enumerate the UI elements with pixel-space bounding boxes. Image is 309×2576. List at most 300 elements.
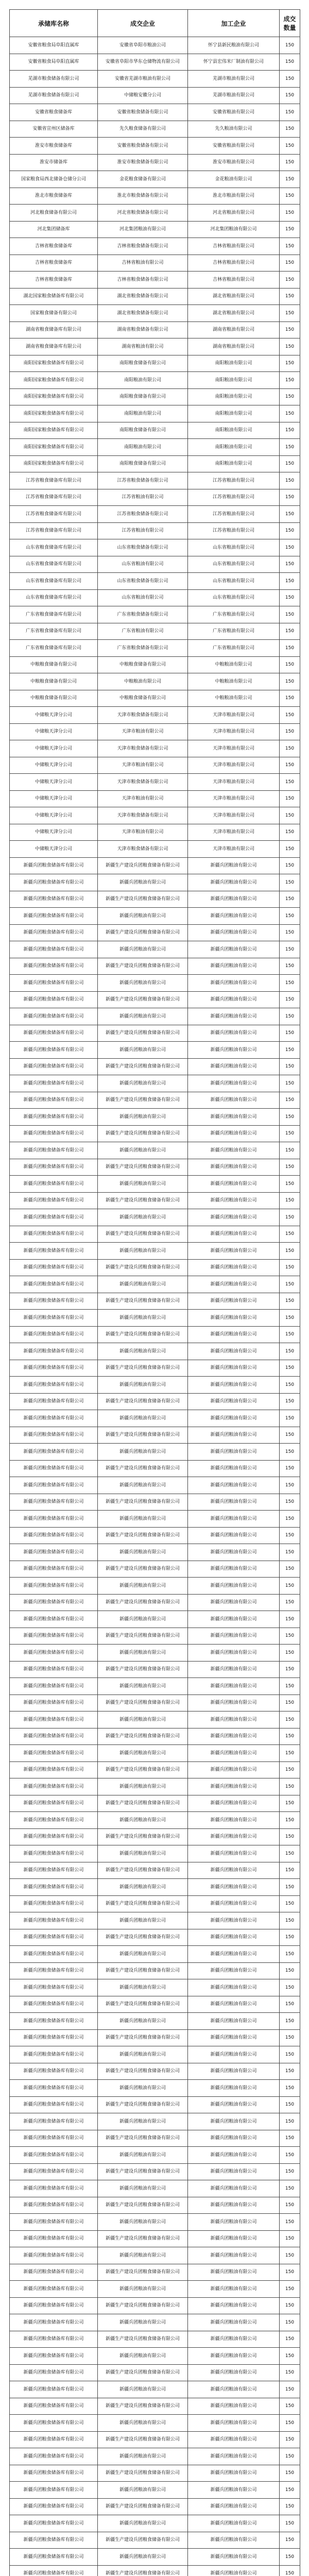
- cell-quantity: 150: [280, 807, 300, 824]
- table-row: [10, 2113, 300, 2130]
- cell-processing-company: 新疆兵团粮油有限公司: [188, 2163, 280, 2180]
- cell-trading-company: 新疆兵团粮油有限公司: [98, 1477, 188, 1494]
- cell-quantity: 150: [280, 1912, 300, 1929]
- cell-storage-depot: 新疆兵团粮食储备库有限公司: [10, 1125, 98, 1142]
- cell-processing-company: 新疆兵团粮油有限公司: [188, 1645, 280, 1662]
- cell-processing-company: 新疆兵团粮油有限公司: [188, 1594, 280, 1611]
- cell-storage-depot: 新疆兵团粮食储备库有限公司: [10, 1477, 98, 1494]
- cell-trading-company: 新疆生产建设兵团粮食储备有限公司: [98, 2331, 188, 2348]
- cell-processing-company: 新疆兵团粮油有限公司: [188, 1761, 280, 1778]
- cell-trading-company: 江苏省粮食储备有限公司: [98, 472, 188, 489]
- cell-quantity: 150: [280, 1377, 300, 1394]
- cell-trading-company: 新疆生产建设兵团粮食储备有限公司: [98, 1761, 188, 1778]
- table-row: [10, 1460, 300, 1477]
- cell-processing-company: 江苏省粮油有限公司: [188, 489, 280, 506]
- table-row: [10, 2515, 300, 2532]
- cell-storage-depot: 新疆兵团粮食储备库有限公司: [10, 1561, 98, 1578]
- cell-processing-company: 新疆兵团粮油有限公司: [188, 2498, 280, 2515]
- cell-processing-company: 新疆兵团粮油有限公司: [188, 1176, 280, 1193]
- cell-trading-company: 新疆生产建设兵团粮食储备有限公司: [98, 2431, 188, 2448]
- cell-quantity: 150: [280, 2113, 300, 2130]
- table-row: [10, 1578, 300, 1595]
- cell-quantity: 150: [280, 272, 300, 289]
- cell-trading-company: 新疆生产建设兵团粮食储备有限公司: [98, 1326, 188, 1343]
- cell-trading-company: 新疆兵团粮油有限公司: [98, 1845, 188, 1862]
- cell-quantity: 150: [280, 1628, 300, 1645]
- table-row: [10, 807, 300, 824]
- cell-quantity: 150: [280, 37, 300, 54]
- cell-trading-company: 新疆兵团粮油有限公司: [98, 1745, 188, 1762]
- cell-processing-company: 新疆兵团粮油有限公司: [188, 1444, 280, 1461]
- cell-trading-company: 新疆兵团粮油有限公司: [98, 1276, 188, 1293]
- cell-quantity: 150: [280, 1578, 300, 1595]
- cell-quantity: 150: [280, 1159, 300, 1176]
- cell-processing-company: 新疆兵团粮油有限公司: [188, 857, 280, 874]
- table-row: [10, 2096, 300, 2113]
- cell-trading-company: 新疆生产建设兵团粮食储备有限公司: [98, 1125, 188, 1142]
- cell-processing-company: 新疆兵团粮油有限公司: [188, 1996, 280, 2013]
- cell-trading-company: 新疆兵团粮油有限公司: [98, 2113, 188, 2130]
- table-row: [10, 422, 300, 439]
- cell-storage-depot: 新疆兵团粮食储备库有限公司: [10, 1711, 98, 1728]
- cell-trading-company: 新疆兵团粮油有限公司: [98, 1511, 188, 1528]
- cell-trading-company: 新疆兵团粮油有限公司: [98, 1075, 188, 1092]
- table-row: [10, 1092, 300, 1109]
- table-row: [10, 138, 300, 155]
- cell-quantity: 150: [280, 472, 300, 489]
- cell-processing-company: 先久粮油有限公司: [188, 121, 280, 138]
- table-row: [10, 305, 300, 322]
- table-row: [10, 2398, 300, 2415]
- cell-trading-company: 新疆兵团粮油有限公司: [98, 2214, 188, 2231]
- cell-trading-company: 新疆兵团粮油有限公司: [98, 2482, 188, 2499]
- cell-processing-company: 新疆兵团粮油有限公司: [188, 1226, 280, 1243]
- cell-processing-company: 新疆兵团粮油有限公司: [188, 2348, 280, 2365]
- cell-processing-company: 新疆兵团粮油有限公司: [188, 1259, 280, 1276]
- table-row: [10, 774, 300, 791]
- cell-processing-company: 新疆兵团粮油有限公司: [188, 1527, 280, 1544]
- cell-storage-depot: 新疆兵团粮食储备库有限公司: [10, 1042, 98, 1059]
- cell-quantity: 150: [280, 121, 300, 138]
- cell-storage-depot: 新疆兵团粮食储备库有限公司: [10, 908, 98, 925]
- cell-quantity: 150: [280, 690, 300, 707]
- cell-trading-company: 中储粮安徽分公司: [98, 87, 188, 104]
- cell-trading-company: 新疆生产建设兵团粮食储备有限公司: [98, 2130, 188, 2147]
- cell-storage-depot: 新疆兵团粮食储备库有限公司: [10, 1008, 98, 1025]
- cell-quantity: 150: [280, 422, 300, 439]
- table-row: [10, 1025, 300, 1042]
- table-row: [10, 1979, 300, 1996]
- cell-trading-company: 山东省粮食储备有限公司: [98, 539, 188, 556]
- table-row: [10, 2415, 300, 2432]
- cell-trading-company: 新疆生产建设兵团粮食储备有限公司: [98, 2364, 188, 2381]
- table-row: [10, 1176, 300, 1193]
- cell-quantity: 150: [280, 1259, 300, 1276]
- cell-storage-depot: 中储粮天津分公司: [10, 757, 98, 774]
- cell-trading-company: 新疆兵团粮油有限公司: [98, 1578, 188, 1595]
- cell-trading-company: 南阳粮油有限公司: [98, 405, 188, 422]
- table-row: [10, 991, 300, 1008]
- header-processing-company: 加工企业: [188, 10, 280, 37]
- cell-trading-company: 江苏省粮食储备有限公司: [98, 506, 188, 523]
- table-row: [10, 740, 300, 757]
- cell-processing-company: 南阳粮油有限公司: [188, 422, 280, 439]
- header-row: [10, 10, 300, 37]
- cell-processing-company: 新疆兵团粮油有限公司: [188, 2415, 280, 2432]
- table-row: [10, 2230, 300, 2247]
- cell-storage-depot: 新疆兵团粮食储备库有限公司: [10, 1226, 98, 1243]
- cell-quantity: 150: [280, 1092, 300, 1109]
- cell-storage-depot: 新疆兵团粮食储备库有限公司: [10, 941, 98, 958]
- cell-processing-company: 新疆兵团粮油有限公司: [188, 1125, 280, 1142]
- cell-processing-company: 新疆兵团粮油有限公司: [188, 1946, 280, 1963]
- cell-storage-depot: 新疆兵团粮食储备库有限公司: [10, 1661, 98, 1678]
- cell-processing-company: 广东省粮油有限公司: [188, 640, 280, 657]
- table-row: [10, 1125, 300, 1142]
- table-row: [10, 2180, 300, 2197]
- table-row: [10, 238, 300, 255]
- cell-processing-company: 新疆兵团粮油有限公司: [188, 2331, 280, 2348]
- table-row: [10, 1159, 300, 1176]
- cell-quantity: 150: [280, 556, 300, 573]
- cell-storage-depot: 中储粮天津分公司: [10, 790, 98, 807]
- cell-processing-company: 新疆兵团粮油有限公司: [188, 1895, 280, 1912]
- cell-processing-company: 新疆兵团粮油有限公司: [188, 1879, 280, 1896]
- cell-storage-depot: 中储粮天津分公司: [10, 740, 98, 757]
- cell-quantity: 150: [280, 439, 300, 456]
- cell-storage-depot: 安徽省宣州区储备库: [10, 121, 98, 138]
- cell-processing-company: 江苏省粮油有限公司: [188, 522, 280, 539]
- cell-processing-company: 新疆兵团粮油有限公司: [188, 1142, 280, 1159]
- cell-trading-company: 新疆生产建设兵团粮食储备有限公司: [98, 2063, 188, 2080]
- cell-storage-depot: 江苏省粮食储备库有限公司: [10, 472, 98, 489]
- cell-storage-depot: 南阳国家粮食储备库有限公司: [10, 455, 98, 472]
- cell-storage-depot: 湖北国家粮食储备库有限公司: [10, 288, 98, 305]
- header-quantity: 成交数量: [280, 10, 300, 37]
- cell-trading-company: 新疆兵团粮油有限公司: [98, 1879, 188, 1896]
- cell-trading-company: 新疆兵团粮油有限公司: [98, 1109, 188, 1126]
- cell-trading-company: 新疆兵团粮油有限公司: [98, 2314, 188, 2331]
- cell-quantity: 150: [280, 824, 300, 841]
- cell-storage-depot: 新疆兵团粮食储备库有限公司: [10, 1778, 98, 1795]
- table-row: [10, 2381, 300, 2398]
- cell-storage-depot: 新疆兵团粮食储备库有限公司: [10, 1025, 98, 1042]
- table-row: [10, 1645, 300, 1662]
- table-row: [10, 2197, 300, 2214]
- cell-processing-company: 广东省粮油有限公司: [188, 606, 280, 623]
- cell-quantity: 150: [280, 1862, 300, 1879]
- cell-quantity: 150: [280, 1745, 300, 1762]
- cell-processing-company: 怀宁县新民粮油有限公司: [188, 37, 280, 54]
- table-row: [10, 1075, 300, 1092]
- cell-storage-depot: 新疆兵团粮食储备库有限公司: [10, 2147, 98, 2164]
- cell-trading-company: 新疆生产建设兵团粮食储备有限公司: [98, 857, 188, 874]
- cell-trading-company: 新疆生产建设兵团粮食储备有限公司: [98, 924, 188, 941]
- table-row: [10, 1042, 300, 1059]
- cell-quantity: 150: [280, 1711, 300, 1728]
- cell-trading-company: 新疆生产建设兵团粮食储备有限公司: [98, 1192, 188, 1209]
- cell-trading-company: 新疆生产建设兵团粮食储备有限公司: [98, 1259, 188, 1276]
- cell-trading-company: 新疆生产建设兵团粮食储备有限公司: [98, 2163, 188, 2180]
- cell-processing-company: 新疆兵团粮油有限公司: [188, 924, 280, 941]
- cell-storage-depot: 新疆兵团粮食储备库有限公司: [10, 2515, 98, 2532]
- cell-quantity: 150: [280, 841, 300, 858]
- cell-quantity: 150: [280, 707, 300, 724]
- cell-processing-company: 新疆兵团粮油有限公司: [188, 1410, 280, 1427]
- cell-quantity: 150: [280, 1477, 300, 1494]
- cell-storage-depot: 新疆兵团粮食储备库有限公司: [10, 2264, 98, 2281]
- cell-storage-depot: 新疆兵团粮食储备库有限公司: [10, 857, 98, 874]
- cell-quantity: 150: [280, 1410, 300, 1427]
- cell-quantity: 150: [280, 975, 300, 992]
- cell-quantity: 150: [280, 2431, 300, 2448]
- cell-quantity: 150: [280, 87, 300, 104]
- cell-processing-company: 新疆兵团粮油有限公司: [188, 2013, 280, 2030]
- cell-storage-depot: 新疆兵团粮食储备库有限公司: [10, 1058, 98, 1075]
- cell-storage-depot: 新疆兵团粮食储备库有限公司: [10, 2381, 98, 2398]
- cell-storage-depot: 新疆兵团粮食储备库有限公司: [10, 1276, 98, 1293]
- cell-trading-company: 中粮粮油有限公司: [98, 673, 188, 690]
- cell-trading-company: 新疆生产建设兵团粮食储备有限公司: [98, 2565, 188, 2576]
- cell-quantity: 150: [280, 589, 300, 606]
- cell-trading-company: 南阳粮油有限公司: [98, 372, 188, 389]
- cell-storage-depot: 广东省粮食储备库有限公司: [10, 623, 98, 640]
- cell-processing-company: 天津市粮油有限公司: [188, 790, 280, 807]
- cell-storage-depot: 新疆兵团粮食储备库有限公司: [10, 2297, 98, 2314]
- table-row: [10, 1343, 300, 1360]
- table-row: [10, 2163, 300, 2180]
- cell-quantity: 150: [280, 1025, 300, 1042]
- table-row: [10, 623, 300, 640]
- cell-storage-depot: 新疆兵团粮食储备库有限公司: [10, 1745, 98, 1762]
- cell-processing-company: 芜湖市粮油有限公司: [188, 71, 280, 88]
- cell-processing-company: 新疆兵团粮油有限公司: [188, 908, 280, 925]
- table-row: [10, 1544, 300, 1561]
- cell-processing-company: 天津市粮油有限公司: [188, 824, 280, 841]
- table-row: [10, 857, 300, 874]
- cell-storage-depot: 新疆兵团粮食储备库有限公司: [10, 1795, 98, 1812]
- cell-storage-depot: 新疆兵团粮食储备库有限公司: [10, 2431, 98, 2448]
- table-row: [10, 1761, 300, 1778]
- table-row: [10, 188, 300, 205]
- cell-quantity: 150: [280, 891, 300, 908]
- cell-quantity: 150: [280, 405, 300, 422]
- cell-storage-depot: 新疆兵团粮食储备库有限公司: [10, 2029, 98, 2046]
- cell-storage-depot: 新疆兵团粮食储备库有限公司: [10, 2281, 98, 2298]
- cell-storage-depot: 新疆兵团粮食储备库有限公司: [10, 1259, 98, 1276]
- cell-storage-depot: 吉林省粮食储备库: [10, 272, 98, 289]
- cell-trading-company: 安徽省阜阳市粮油公司: [98, 37, 188, 54]
- table-row: [10, 690, 300, 707]
- cell-storage-depot: 新疆兵团粮食储备库有限公司: [10, 891, 98, 908]
- cell-processing-company: 湖北省粮油有限公司: [188, 288, 280, 305]
- cell-storage-depot: 新疆兵团粮食储备库有限公司: [10, 2482, 98, 2499]
- cell-processing-company: 河北集团粮油有限公司: [188, 221, 280, 238]
- cell-processing-company: 新疆兵团粮油有限公司: [188, 1159, 280, 1176]
- table-row: [10, 1192, 300, 1209]
- cell-trading-company: 南阳粮食储备有限公司: [98, 455, 188, 472]
- cell-quantity: 150: [280, 288, 300, 305]
- table-row: [10, 2281, 300, 2298]
- cell-trading-company: 新疆兵团粮油有限公司: [98, 1377, 188, 1394]
- cell-storage-depot: 新疆兵团粮食储备库有限公司: [10, 2130, 98, 2147]
- cell-trading-company: 淮安市粮食储备有限公司: [98, 154, 188, 171]
- cell-processing-company: 湖北省粮油有限公司: [188, 305, 280, 322]
- table-row: [10, 1444, 300, 1461]
- cell-trading-company: 新疆兵团粮油有限公司: [98, 975, 188, 992]
- cell-quantity: 150: [280, 1393, 300, 1410]
- cell-storage-depot: 新疆兵团粮食储备库有限公司: [10, 2364, 98, 2381]
- cell-storage-depot: 湖南省粮食储备库有限公司: [10, 321, 98, 338]
- cell-storage-depot: 安徽省粮食局阜阳直属库: [10, 37, 98, 54]
- table-row: [10, 1845, 300, 1862]
- table-row: [10, 288, 300, 305]
- cell-storage-depot: 新疆兵团粮食储备库有限公司: [10, 1326, 98, 1343]
- cell-trading-company: 安徽省粮食储备有限公司: [98, 138, 188, 155]
- cell-trading-company: 新疆兵团粮油有限公司: [98, 1310, 188, 1327]
- table-row: [10, 1477, 300, 1494]
- table-row: [10, 1226, 300, 1243]
- cell-quantity: 150: [280, 506, 300, 523]
- cell-storage-depot: 新疆兵团粮食储备库有限公司: [10, 1360, 98, 1377]
- cell-trading-company: 新疆兵团粮油有限公司: [98, 908, 188, 925]
- cell-processing-company: 安徽省粮油有限公司: [188, 138, 280, 155]
- cell-trading-company: 新疆生产建设兵团粮食储备有限公司: [98, 1795, 188, 1812]
- cell-trading-company: 新疆生产建设兵团粮食储备有限公司: [98, 2532, 188, 2549]
- cell-processing-company: 新疆兵团粮油有限公司: [188, 1661, 280, 1678]
- cell-processing-company: 中粮粮油有限公司: [188, 673, 280, 690]
- cell-trading-company: 新疆生产建设兵团粮食储备有限公司: [98, 1159, 188, 1176]
- cell-trading-company: 新疆生产建设兵团粮食储备有限公司: [98, 2096, 188, 2113]
- cell-storage-depot: 新疆兵团粮食储备库有限公司: [10, 1678, 98, 1695]
- cell-trading-company: 南阳粮食储备有限公司: [98, 422, 188, 439]
- table-row: [10, 1377, 300, 1394]
- cell-quantity: 150: [280, 2498, 300, 2515]
- cell-quantity: 150: [280, 2415, 300, 2432]
- cell-processing-company: 新疆兵团粮油有限公司: [188, 2029, 280, 2046]
- cell-quantity: 150: [280, 1544, 300, 1561]
- table-row: [10, 405, 300, 422]
- cell-processing-company: 新疆兵团粮油有限公司: [188, 1243, 280, 1260]
- cell-trading-company: 新疆兵团粮油有限公司: [98, 2549, 188, 2566]
- cell-quantity: 150: [280, 1645, 300, 1662]
- cell-storage-depot: 新疆兵团粮食储备库有限公司: [10, 2046, 98, 2063]
- cell-quantity: 150: [280, 1460, 300, 1477]
- cell-trading-company: 先久粮食储备有限公司: [98, 121, 188, 138]
- cell-quantity: 150: [280, 1209, 300, 1226]
- cell-quantity: 150: [280, 1360, 300, 1377]
- cell-processing-company: 新疆兵团粮油有限公司: [188, 2247, 280, 2264]
- cell-storage-depot: 新疆兵团粮食储备库有限公司: [10, 1243, 98, 1260]
- cell-storage-depot: 南阳国家粮食储备库有限公司: [10, 388, 98, 405]
- table-row: [10, 2297, 300, 2314]
- cell-trading-company: 广东省粮食储备有限公司: [98, 640, 188, 657]
- cell-quantity: 150: [280, 1845, 300, 1862]
- cell-quantity: 150: [280, 2549, 300, 2566]
- cell-trading-company: 金花粮食储备有限公司: [98, 171, 188, 188]
- cell-quantity: 150: [280, 1929, 300, 1946]
- cell-processing-company: 新疆兵团粮油有限公司: [188, 2398, 280, 2415]
- cell-quantity: 150: [280, 723, 300, 740]
- table-row: [10, 1711, 300, 1728]
- table-row: [10, 1628, 300, 1645]
- cell-quantity: 150: [280, 1962, 300, 1979]
- cell-processing-company: 新疆兵团粮油有限公司: [188, 1326, 280, 1343]
- cell-storage-depot: 新疆兵团粮食储备库有限公司: [10, 1962, 98, 1979]
- cell-quantity: 150: [280, 2331, 300, 2348]
- cell-storage-depot: 新疆兵团粮食储备库有限公司: [10, 2096, 98, 2113]
- cell-processing-company: 新疆兵团粮油有限公司: [188, 2113, 280, 2130]
- cell-trading-company: 新疆生产建设兵团粮食储备有限公司: [98, 1025, 188, 1042]
- cell-trading-company: 新疆生产建设兵团粮食储备有限公司: [98, 2398, 188, 2415]
- cell-quantity: 150: [280, 1795, 300, 1812]
- cell-quantity: 150: [280, 1008, 300, 1025]
- cell-quantity: 150: [280, 2247, 300, 2264]
- cell-quantity: 150: [280, 1343, 300, 1360]
- cell-storage-depot: 山东省粮食储备库有限公司: [10, 539, 98, 556]
- cell-trading-company: 新疆兵团粮油有限公司: [98, 2247, 188, 2264]
- cell-processing-company: 新疆兵团粮油有限公司: [188, 1360, 280, 1377]
- cell-processing-company: 新疆兵团粮油有限公司: [188, 2314, 280, 2331]
- cell-storage-depot: 新疆兵团粮食储备库有限公司: [10, 1594, 98, 1611]
- cell-trading-company: 新疆生产建设兵团粮食储备有限公司: [98, 1929, 188, 1946]
- cell-trading-company: 新疆兵团粮油有限公司: [98, 1611, 188, 1628]
- cell-trading-company: 新疆生产建设兵团粮食储备有限公司: [98, 1594, 188, 1611]
- cell-storage-depot: 新疆兵团粮食储备库有限公司: [10, 2549, 98, 2566]
- cell-storage-depot: 新疆兵团粮食储备库有限公司: [10, 1444, 98, 1461]
- cell-storage-depot: 新疆兵团粮食储备库有限公司: [10, 2532, 98, 2549]
- cell-processing-company: 山东省粮油有限公司: [188, 556, 280, 573]
- table-row: [10, 87, 300, 104]
- cell-processing-company: 新疆兵团粮油有限公司: [188, 2180, 280, 2197]
- cell-processing-company: 新疆兵团粮油有限公司: [188, 1795, 280, 1812]
- cell-processing-company: 新疆兵团粮油有限公司: [188, 975, 280, 992]
- table-row: [10, 2029, 300, 2046]
- table-row: [10, 1494, 300, 1511]
- cell-processing-company: 新疆兵团粮油有限公司: [188, 1962, 280, 1979]
- cell-storage-depot: 新疆兵团粮食储备库有限公司: [10, 1460, 98, 1477]
- cell-trading-company: 南阳粮食储备有限公司: [98, 388, 188, 405]
- cell-processing-company: 新疆兵团粮油有限公司: [188, 874, 280, 891]
- cell-quantity: 150: [280, 1828, 300, 1845]
- table-row: [10, 272, 300, 289]
- cell-processing-company: 新疆兵团粮油有限公司: [188, 1008, 280, 1025]
- cell-quantity: 150: [280, 1996, 300, 2013]
- cell-storage-depot: 新疆兵团粮食储备库有限公司: [10, 2398, 98, 2415]
- cell-storage-depot: 安徽省粮食局阜阳直属库: [10, 54, 98, 71]
- cell-storage-depot: 南阳国家粮食储备库有限公司: [10, 439, 98, 456]
- cell-storage-depot: 新疆兵团粮食储备库有限公司: [10, 1578, 98, 1595]
- cell-trading-company: 新疆生产建设兵团粮食储备有限公司: [98, 1527, 188, 1544]
- cell-trading-company: 淮北市粮食储备有限公司: [98, 188, 188, 205]
- table-row: [10, 1109, 300, 1126]
- cell-storage-depot: 新疆兵团粮食储备库有限公司: [10, 1611, 98, 1628]
- cell-trading-company: 新疆兵团粮油有限公司: [98, 1711, 188, 1728]
- table-row: [10, 1611, 300, 1628]
- cell-quantity: 150: [280, 221, 300, 238]
- cell-quantity: 150: [280, 138, 300, 155]
- cell-storage-depot: 江苏省粮食储备库有限公司: [10, 489, 98, 506]
- cell-quantity: 150: [280, 2230, 300, 2247]
- cell-quantity: 150: [280, 673, 300, 690]
- cell-quantity: 150: [280, 71, 300, 88]
- cell-processing-company: 淮北市粮油有限公司: [188, 188, 280, 205]
- table-row: [10, 1008, 300, 1025]
- cell-quantity: 150: [280, 623, 300, 640]
- cell-storage-depot: 新疆兵团粮食储备库有限公司: [10, 1645, 98, 1662]
- table-row: [10, 2331, 300, 2348]
- cell-quantity: 150: [280, 1979, 300, 1996]
